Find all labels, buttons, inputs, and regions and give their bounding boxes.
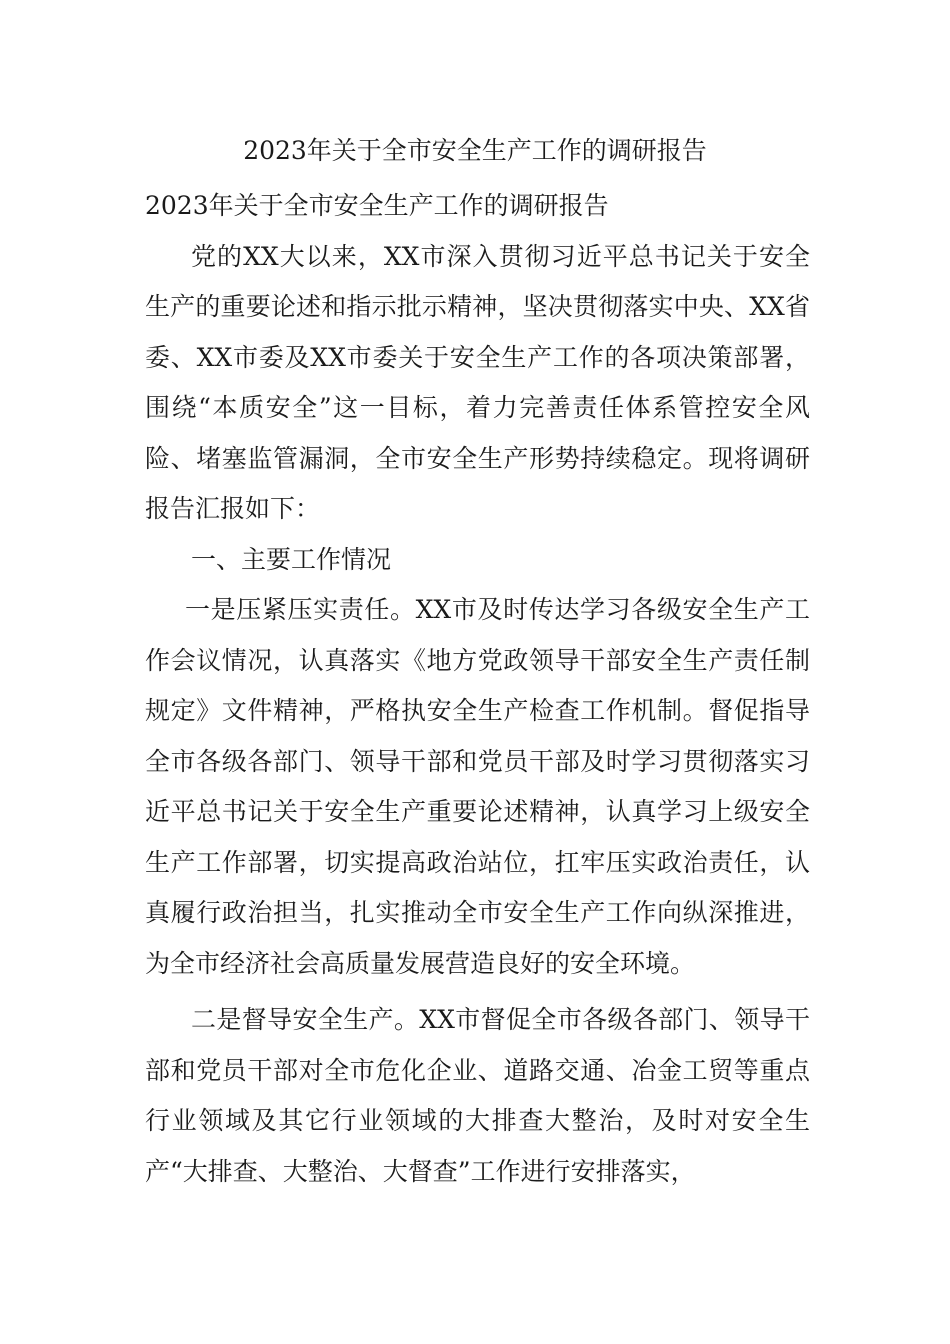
document-body: [145, 181, 810, 1197]
paragraph-responsibility: 一是压紧压实责任。XX市及时传达学习各级安全生产工作会议情况，认真落实《地方党政领导干部安全生产责任制规定》文件精神，严格执安全生产检查工作机制。督促指导全市各级各部门、领导干部和党员干部及时学习贯彻落实习近平总书记关于安全生产重要论述精神，认真学习上级安全生产工作部署，切实提高政治站位，扛牢压实政治责任，认真履行政治担当，扎实推动全市安全生产工作向纵深推进，为全市经济社会高质量发展营造良好的安全环境。: [145, 595, 810, 978]
section-heading-main-work: 一、主要工作情况: [191, 544, 392, 574]
paragraph-supervision: 二是督导安全生产。XX市督促全市各级各部门、领导干部和党员干部对全市危化企业、道路交通、冶金工贸等重点行业领域及其它行业领域的大排查大整治，及时对安全生产“大排查、大整治、大督查”工作进行安排落实，: [145, 1005, 810, 1186]
document-title: 2023年关于全市安全生产工作的调研报告: [243, 136, 707, 165]
document-subtitle: 2023年关于全市安全生产工作的调研报告: [145, 191, 609, 220]
paragraph-intro: 党的XX大以来，XX市深入贯彻习近平总书记关于安全生产的重要论述和指示批示精神，坚决贯彻落实中央、XX省委、XX市委及XX市委关于安全生产工作的各项决策部署，围绕“本质安全”这一目标，着力完善责任体系管控安全风险、堵塞监管漏洞，全市安全生产形势持续稳定。现将调研报告汇报如下：: [145, 241, 810, 523]
